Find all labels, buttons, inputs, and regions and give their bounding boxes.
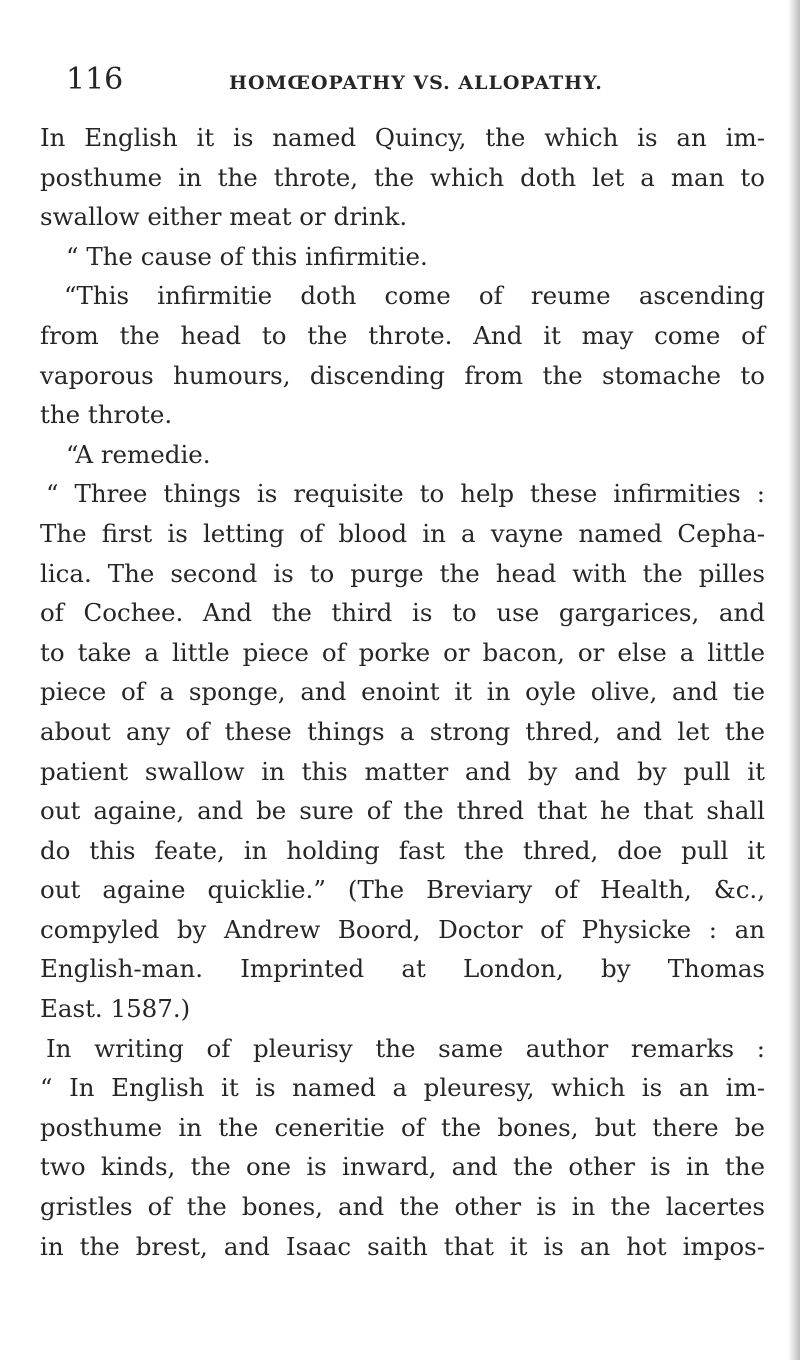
body-text [40, 118, 765, 1266]
text-line: “ In English it is named a pleuresy, which is an im- [40, 1073, 765, 1103]
text-line: The first is letting of blood in a vayne named Cepha- [40, 518, 765, 548]
text-line: posthume in the throte, the which doth let a man to [40, 162, 765, 192]
text-line: about any of these things a strong thred, and let the [40, 716, 765, 746]
text-line: posthume in the ceneritie of the bones, but there be [40, 1112, 765, 1142]
text-line: out againe quicklie.” (The Breviary of Health, &c., [40, 875, 765, 905]
text-line: In English it is named Quincy, the which is an im- [40, 123, 765, 152]
text-line: “ The cause of this infirmitie. [66, 241, 428, 271]
text-line: swallow either meat or drink. [40, 202, 408, 232]
text-line: English-man. Imprinted at London, by Thomas [40, 954, 765, 984]
text-line: two kinds, the one is inward, and the other is in the [40, 1152, 765, 1182]
page-number: 116 [66, 62, 124, 97]
text-line: from the head to the throte. And it may come of [40, 320, 765, 350]
text-line: piece of a sponge, and enoint it in oyle olive, and tie [40, 677, 765, 707]
text-line: vaporous humours, discending from the stomache to [40, 360, 765, 390]
text-line: out againe, and be sure of the thred that he that shall [40, 796, 765, 826]
text-line: “ Three things is requisite to help these infirmities : [46, 479, 765, 509]
text-line: East. 1587.) [40, 994, 191, 1024]
text-line: compyled by Andrew Boord, Doctor of Physicke : an [40, 914, 765, 944]
text-line: in the brest, and Isaac saith that it is an hot impos- [40, 1231, 765, 1261]
text-line: lica. The second is to purge the head with the pilles [40, 558, 765, 588]
text-line: do this feate, in holding fast the thred, doe pull it [40, 835, 765, 865]
text-line: of Cochee. And the third is to use gargarices, and [40, 598, 765, 628]
text-line: gristles of the bones, and the other is in the lacertes [40, 1192, 765, 1222]
text-line: the throte. [40, 400, 173, 430]
text-line: “This infirmitie doth come of reume ascending [64, 281, 765, 311]
text-line: In writing of pleurisy the same author remarks : [46, 1033, 765, 1063]
text-line: “A remedie. [66, 439, 211, 469]
page-edge-shadow [788, 0, 800, 1360]
text-line: to take a little piece of porke or bacon, or else a little [40, 637, 765, 667]
page-header [66, 62, 776, 102]
text-line: patient swallow in this matter and by and by pull it [40, 756, 765, 786]
running-title: HOMŒOPATHY VS. ALLOPATHY. [229, 72, 603, 94]
